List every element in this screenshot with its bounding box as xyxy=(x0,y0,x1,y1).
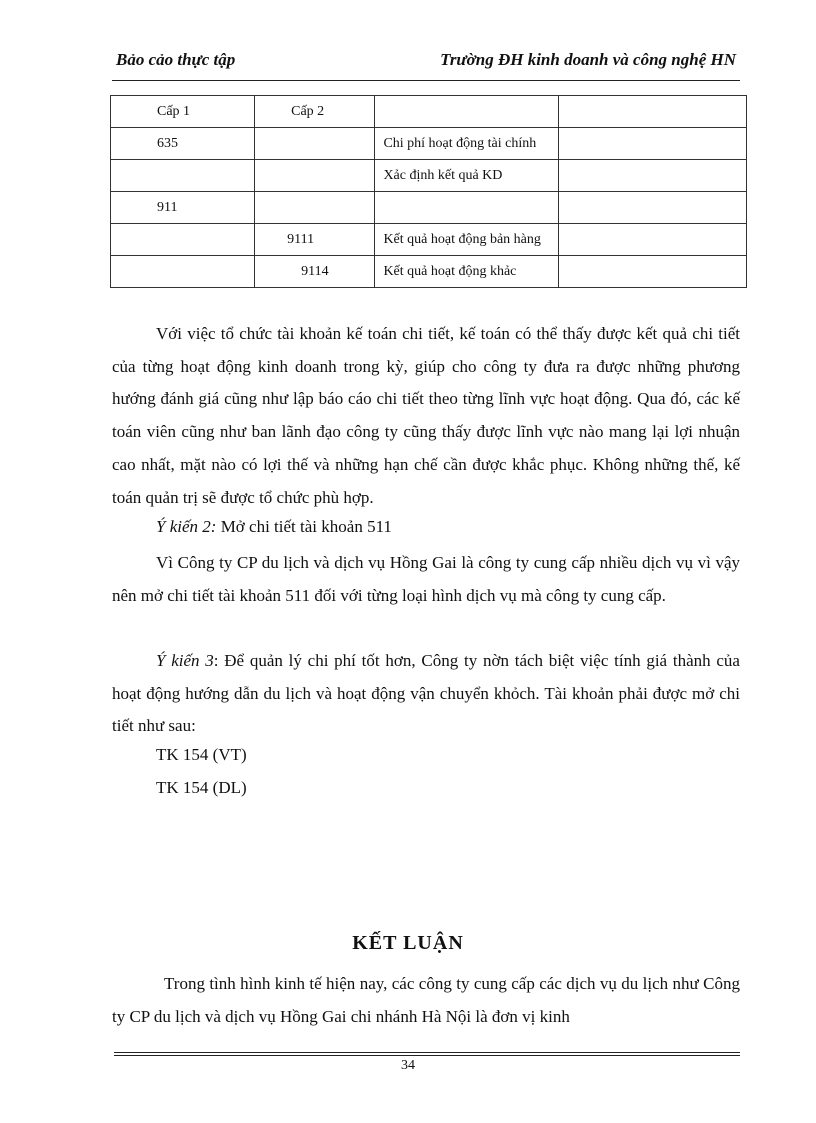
table-cell: Cấp 1 xyxy=(111,96,255,128)
conclusion-heading: KẾT LUẬN xyxy=(352,932,464,954)
table-cell: 9114 xyxy=(255,256,375,288)
opinion-2-label: Ý kiến 2: xyxy=(156,517,217,536)
table-cell xyxy=(375,192,559,224)
table-cell: Kết quả hoạt động bản hàng xyxy=(375,224,559,256)
table-cell: Xảc định kết quả KD xyxy=(375,160,559,192)
table-cell xyxy=(559,256,747,288)
paragraph-opinion-2: Vì Công ty CP du lịch và dịch vụ Hồng Gai là công ty cung cấp nhiều dịch vụ vì vậy nên mở chi tiết tài khoản 511 đối với từng loại hình dịch vụ mà công ty cung cấp. xyxy=(112,553,740,605)
table-cell xyxy=(375,96,559,128)
table-cell: 911 xyxy=(111,192,255,224)
table-cell xyxy=(111,256,255,288)
page-header xyxy=(112,46,740,81)
table-cell: 9111 xyxy=(255,224,375,256)
table-cell xyxy=(559,224,747,256)
page-number: 34 xyxy=(401,1058,415,1073)
table-cell xyxy=(559,192,747,224)
table-row xyxy=(111,224,747,256)
table-cell xyxy=(559,160,747,192)
account-tk-dl: TK 154 (DL) xyxy=(156,778,247,797)
paragraph-detail-accounting: Với việc tổ chức tài khoản kế toán chi tiết, kế toán có thể thấy được kết quả chi tiết của từng hoạt động kinh doanh trong kỳ, giúp cho công ty đưa ra được những phương hướng đánh giá cũng như lập báo cáo chi tiết theo từng lĩnh vực hoạt động. Qua đó, các kế toán viên cũng như ban lãnh đạo công ty cũng thấy được lĩnh vực nào mang lại lợi nhuận cao nhất, mặt nào có lợi thế và những hạn chế cần được khắc phục. Không những thế, kế toán quản trị sẽ được tổ chức phù hợp. xyxy=(112,324,740,507)
table-row xyxy=(111,128,747,160)
table-cell xyxy=(559,96,747,128)
table-row xyxy=(111,192,747,224)
opinion-2-text: Mở chi tiết tài khoản 511 xyxy=(216,517,392,536)
opinion-3-text: : Để quản lý chi phí tốt hơn, Công ty nờn tách biệt việc tính giá thành của hoạt động hướng dẫn du lịch và hoạt động vận chuyển khỏch. Tài khoản phải được mở chi tiết như sau: xyxy=(112,651,740,736)
table-cell xyxy=(255,160,375,192)
paragraph-conclusion: Trong tình hình kinh tế hiện nay, các công ty cung cấp các dịch vụ du lịch như Công ty CP du lịch và dịch vụ Hồng Gai chi nhánh Hà Nội là đơn vị kinh xyxy=(112,974,740,1026)
account-tk-vt: TK 154 (VT) xyxy=(156,745,247,764)
table-cell: Chi phí hoạt động tài chính xyxy=(375,128,559,160)
table-cell xyxy=(559,128,747,160)
table-cell xyxy=(255,128,375,160)
table-cell: Cấp 2 xyxy=(255,96,375,128)
table-cell: 635 xyxy=(111,128,255,160)
opinion-2 xyxy=(156,517,392,537)
table-row xyxy=(111,160,747,192)
opinion-3-label: Ý kiến 3 xyxy=(156,651,214,670)
table-row xyxy=(111,256,747,288)
table-cell xyxy=(255,192,375,224)
footer-rule xyxy=(114,1055,740,1056)
table-cell xyxy=(111,224,255,256)
table-cell: Kết quả hoạt động khảc xyxy=(375,256,559,288)
footer-rule xyxy=(114,1052,740,1053)
paragraph-opinion-3 xyxy=(112,645,740,743)
table-cell xyxy=(111,160,255,192)
header-right: Trường ĐH kinh doanh và công nghệ HN xyxy=(440,50,736,69)
account-table xyxy=(110,95,747,288)
table-row xyxy=(111,96,747,128)
header-left: Bảo cảo thực tập xyxy=(116,50,236,69)
